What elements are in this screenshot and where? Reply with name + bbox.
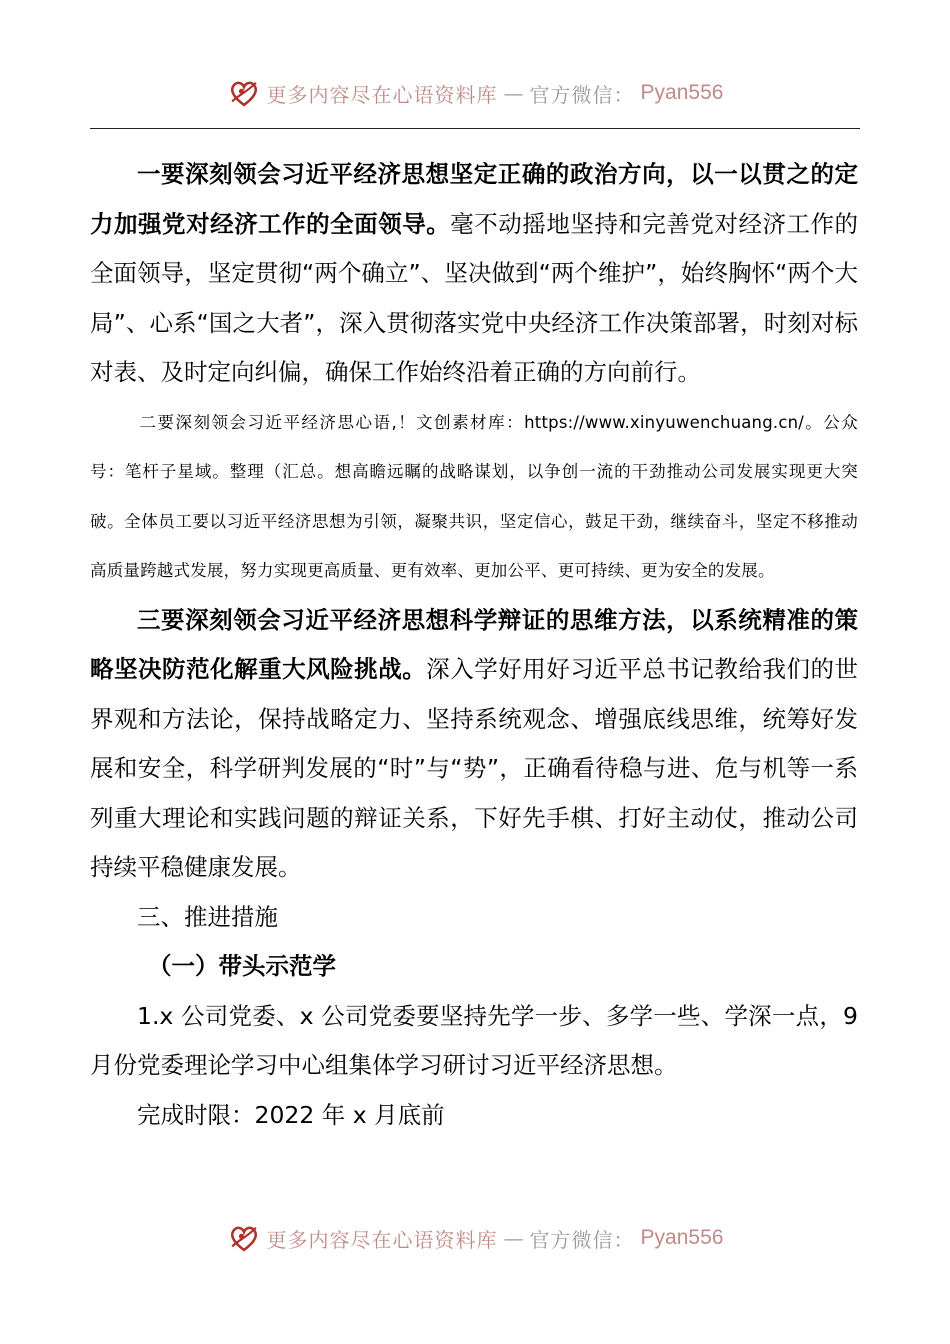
paragraph-1 xyxy=(90,150,858,398)
brand-text: 更多内容尽在心语资料库 xyxy=(266,82,498,107)
banner-separator: — xyxy=(503,1226,524,1250)
wechat-label: 官方微信： xyxy=(529,1227,635,1252)
banner-separator: — xyxy=(503,81,524,105)
paragraph-3-text: 深入学好用好习近平总书记教给我们的世界观和方法论，保持战略定力、坚持系统观念、增强底线思维，统筹好发展和安全，科学研判发展的“时”与“势”，正确看待稳与进、危与机等一系列重大理论和实践问题的辩证关系，下好先手棋、打好主动仗，推动公司持续平稳健康发展。 xyxy=(90,655,859,881)
brand-text: 更多内容尽在心语资料库 xyxy=(266,1227,498,1252)
document-body xyxy=(90,150,858,1140)
paragraph-3 xyxy=(90,596,858,893)
header-banner xyxy=(0,73,950,113)
paragraph-1-lead: 一要深刻领会习近平经济思想坚定正确的政治方向，以一以贯之的定力加强党对经济工作的全面领导。 xyxy=(90,160,858,238)
item-1: 1.x 公司党委、x 公司党委要坚持先学一步、多学一些、学深一点，9月份党委理论学习中心组集体学习研讨习近平经济思想。 xyxy=(90,1001,858,1079)
subsection-heading xyxy=(90,942,858,992)
section-heading: 三、推进措施 xyxy=(137,902,278,931)
footer-banner xyxy=(0,1218,950,1258)
heart-ribbon-logo-icon xyxy=(227,76,261,110)
wechat-id: Pyan556 xyxy=(640,1226,724,1249)
wechat-id: Pyan556 xyxy=(640,81,724,104)
subsection-heading-text: （一）带头示范学 xyxy=(148,952,336,980)
paragraph-3-lead: 三要深刻领会习近平经济思想科学辩证的思维方法，以系统精准的策略坚决防范化解重大风险挑战。 xyxy=(90,605,858,683)
heart-ribbon-logo-icon xyxy=(227,1221,261,1255)
paragraph-2: 二要深刻领会习近平经济思心语,！文创素材库：https://www.xinyuwenchuang.cn/。公众号：笔杆子星域。整理（汇总。想高瞻远瞩的战略谋划，以争创一流的干劲推动公司发展实现更大突破。全体员工要以习近平经济思想为引领，凝聚共识，坚定信心，鼓足干劲，继续奋斗，坚定不移推动高质量跨越式发展，努力实现更高质量、更有效率、更加公平、更可持续、更为安全的发展。 xyxy=(90,412,858,580)
deadline-text: 完成时限：2022 年 x 月底前 xyxy=(137,1100,445,1129)
paragraph-1-text: 毫不动摇地坚持和完善党对经济工作的全面领导，坚定贯彻“两个确立”、坚决做到“两个维护”，始终胸怀“两个大局”、心系“国之大者”，深入贯彻落实党中央经济工作决策部署，时刻对标对表、及时定向纠偏，确保工作始终沿着正确的方向前行。 xyxy=(90,209,859,386)
header-divider xyxy=(90,128,860,129)
wechat-label: 官方微信： xyxy=(529,82,635,107)
